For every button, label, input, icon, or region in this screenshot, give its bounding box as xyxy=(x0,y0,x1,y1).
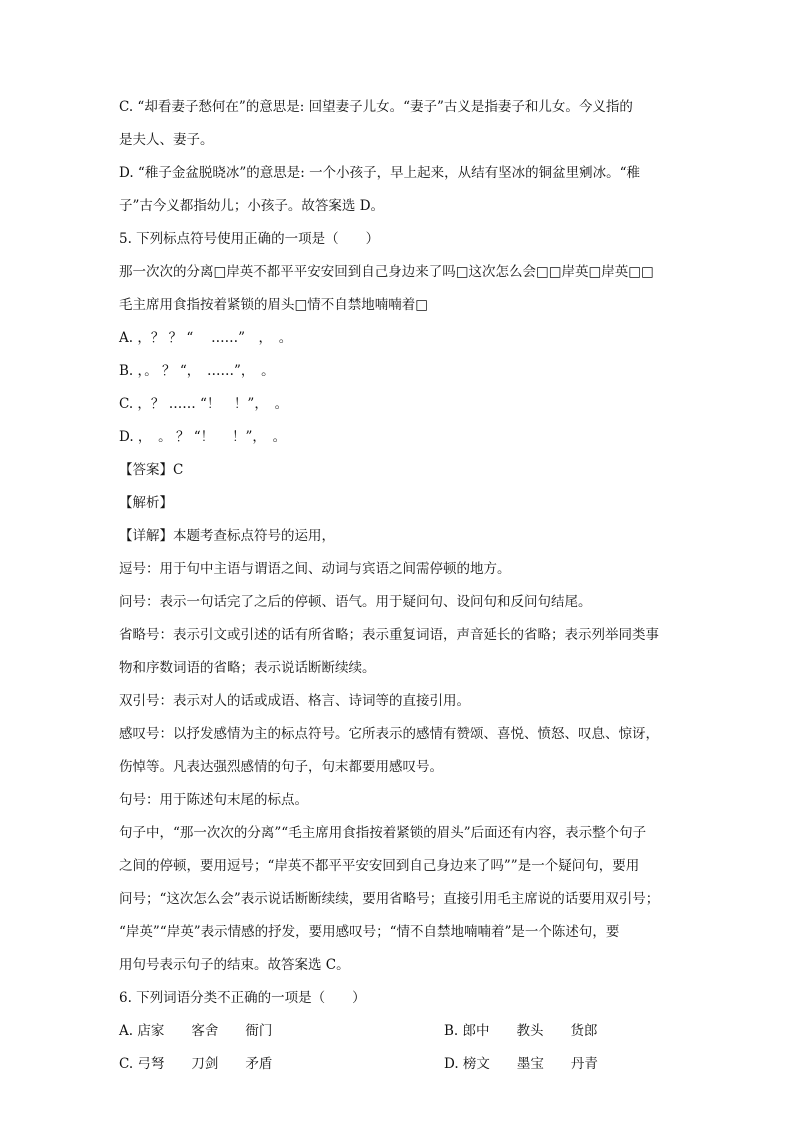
option-d-explanation-line1: D. “稚子金盆脱晓冰”的意思是: 一个小孩子，早上起来，从结有坚冰的铜盆里剜冰。“稚 xyxy=(119,165,640,181)
option-c-explanation-line1: C. “却看妻子愁何在”的意思是: 回望妻子儿女。“妻子”古义是指妻子和儿女。今义指的 xyxy=(119,99,633,115)
explanation-line2: 之间的停顿，要用逗号；“岸英不都平平安安回到自己身边来了吗””是一个疑问句，要用 xyxy=(119,858,640,874)
explanation-line1: 句子中，“那一次次的分离”“毛主席用食指按着紧锁的眉头”后面还有内容，表示整个句子 xyxy=(119,825,647,841)
double-quote-rule: 双引号：表示对人的话或成语、格言、诗词等的直接引用。 xyxy=(119,693,470,709)
answer-label: 【答案】C xyxy=(119,462,184,478)
analysis-label: 【解析】 xyxy=(119,495,173,511)
exclamation-rule-line2: 伤悼等。凡表达强烈感情的句子，句末都要用感叹号。 xyxy=(119,759,443,775)
question-5-option-b: B. ，。 ？ “， ……”， 。 xyxy=(119,363,275,379)
explanation-line3: 问号；“这次怎么会”表示说话断断续续，要用省略号；直接引用毛主席说的话要用双引号； xyxy=(119,891,660,907)
option-c-explanation-line2: 是夫人、妻子。 xyxy=(119,132,214,148)
question-6-option-c: C. 弓弩 刀剑 矛盾 xyxy=(119,1056,273,1072)
ellipsis-rule-line1: 省略号：表示引文或引述的话有所省略；表示重复词语，声音延长的省略；表示列举同类事 xyxy=(119,627,659,643)
question-5-option-d: D. ， 。 ？ “！ ！”， 。 xyxy=(119,429,287,445)
ellipsis-rule-line2: 物和序数词语的省略；表示说话断断续续。 xyxy=(119,660,376,676)
option-d-explanation-line2: 子”古今义都指幼儿；小孩子。故答案选 D。 xyxy=(119,198,385,214)
explanation-line5: 用句号表示句子的结束。故答案选 C。 xyxy=(119,957,350,973)
comma-rule: 逗号：用于句中主语与谓语之间、动词与宾语之间需停顿的地方。 xyxy=(119,561,511,577)
question-5-passage-line1: 那一次次的分离□岸英不都平平安安回到自己身边来了吗□这次怎么会□□岸英□岸英□□ xyxy=(119,264,654,280)
question-5-passage-line2: 毛主席用食指按着紧锁的眉头□情不自禁地喃喃着□ xyxy=(119,297,429,313)
question-5-title: 5. 下列标点符号使用正确的一项是（ ） xyxy=(119,231,380,247)
question-5-option-c: C. ，？ …… “！ ！”， 。 xyxy=(119,396,289,412)
period-rule: 句号：用于陈述句末尾的标点。 xyxy=(119,792,308,808)
question-6-title: 6. 下列词语分类不正确的一项是（ ） xyxy=(119,990,366,1006)
explanation-line4: “岸英”“岸英”表示情感的抒发，要用感叹号；“情不自禁地喃喃着”是一个陈述句，要 xyxy=(119,924,620,940)
detail-intro: 【详解】本题考查标点符号的运用， xyxy=(119,528,335,544)
question-6-option-b: B. 郎中 教头 货郎 xyxy=(444,1023,598,1039)
exclamation-rule-line1: 感叹号：以抒发感情为主的标点符号。它所表示的感情有赞颂、喜悦、愤怒、叹息、惊讶， xyxy=(119,726,659,742)
question-6-option-a: A. 店家 客舍 衙门 xyxy=(119,1023,273,1039)
question-mark-rule: 问号：表示一句话完了之后的停顿、语气。用于疑问句、设问句和反问句结尾。 xyxy=(119,594,592,610)
question-5-option-a: A. ，？ ？ “ ……” ， 。 xyxy=(119,330,293,346)
question-6-option-d: D. 榜文 墨宝 丹青 xyxy=(444,1056,598,1072)
